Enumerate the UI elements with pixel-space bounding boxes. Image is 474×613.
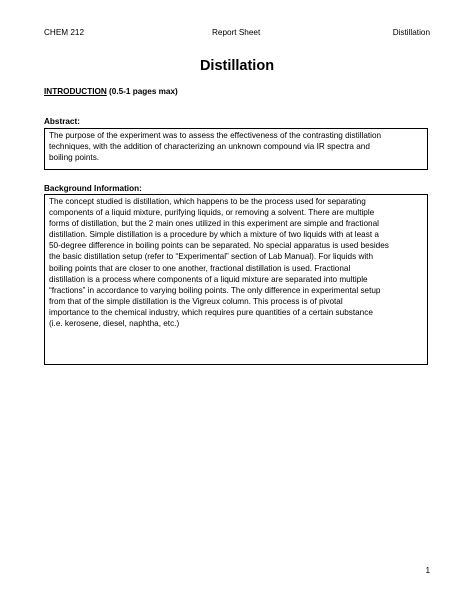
abstract-text: The purpose of the experiment was to assess the effectiveness of the contrasting distillation techniques, with the addition of characterizing an unknown compound via IR spectra and boiling points. [49,131,382,163]
background-label: Background Information: [44,184,142,193]
header-course: CHEM 212 [44,28,85,37]
page-header [44,28,430,42]
header-topic: Distillation [392,28,430,37]
background-text: The concept studied is distillation, which happens to be the process used for separating components of a liquid mixture, purifying liquids, or removing a solvent. There are multiple forms of distillation, but the 2 main ones utilized in this experiment are simple and fractional distillation. Simple distillation is a procedure by which a mixture of two liquids with at least a 50-degree difference in boiling points can be separated. No special apparatus is used besides the basic distillation setup (refer to “Experimental” section of Lab Manual). For liquids with boiling points that are closer to one another, fractional distillation is used. Fractional distillation is a process where components of a liquid mixture are separated into multiple “fractions” in accordance to varying boiling points. The only difference in experimental setup from that of the simple distillation is the Vigreux column. This process is of pivotal importance to the chemical industry, which requires pure quantities of a certain substance (i.e. kerosene, diesel, naphtha, etc.) [49,197,389,329]
introduction-heading [44,87,178,96]
abstract-box [44,128,428,170]
abstract-label: Abstract: [44,117,80,126]
page-number: 1 [425,566,430,575]
background-box [44,194,428,365]
page-title: Distillation [199,58,275,74]
header-doc-type: Report Sheet [212,28,261,37]
introduction-length-note: (0.5-1 pages max) [106,87,178,96]
introduction-heading-label: INTRODUCTION [44,87,107,96]
